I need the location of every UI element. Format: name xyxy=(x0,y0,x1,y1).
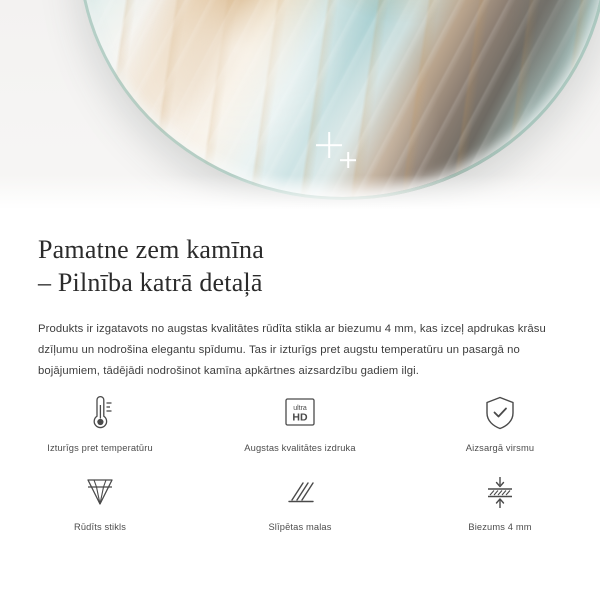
feature-label: Rūdīts stikls xyxy=(73,522,127,532)
glass-edge xyxy=(78,0,600,200)
feature-grid xyxy=(0,392,600,532)
polished-edges-icon xyxy=(280,471,320,513)
page-title xyxy=(38,233,558,299)
round-glass-panel xyxy=(78,0,600,200)
hero-fade-overlay xyxy=(0,175,600,215)
feature-item-temperature xyxy=(0,392,200,453)
feature-item-polished-edges xyxy=(200,471,400,532)
feature-item-print-quality xyxy=(200,392,400,453)
thermometer-icon xyxy=(83,392,117,434)
svg-text:HD: HD xyxy=(292,411,308,424)
hero-image xyxy=(0,0,600,215)
feature-label: Aizsargā virsmu xyxy=(465,443,535,453)
headline-line-1: Pamatne zem kamīna xyxy=(38,235,264,264)
shield-check-icon xyxy=(483,392,517,434)
feature-label: Biezums 4 mm xyxy=(468,522,532,532)
ultra-hd-icon xyxy=(280,392,320,434)
feature-item-surface-protection xyxy=(400,392,600,453)
text-content xyxy=(0,215,600,382)
feature-item-tempered-glass xyxy=(0,471,200,532)
diamond-icon xyxy=(80,471,120,513)
body-paragraph: Produkts ir izgatavots no augstas kvalitātes rūdīta stikla ar biezumu 4 mm, kas izceļ apdrukas krāsu dzīļumu un nodrošina elegantu spīdumu. Tas ir izturīgs pret augstu temperatūru un pasargā no bojājumiem, tādējādi nodrošinot kamīna apkārtnes aizsardzību gadiem ilgi. xyxy=(38,323,546,377)
thickness-icon xyxy=(480,471,520,513)
svg-text:ultra: ultra xyxy=(293,405,307,412)
feature-label: Slīpētas malas xyxy=(268,522,332,532)
feature-label: Izturīgs pret temperatūru xyxy=(47,443,153,453)
feature-label: Augstas kvalitātes izdruka xyxy=(244,443,356,453)
headline-line-2: – Pilnība katrā detaļā xyxy=(38,268,263,297)
feature-item-thickness xyxy=(400,471,600,532)
